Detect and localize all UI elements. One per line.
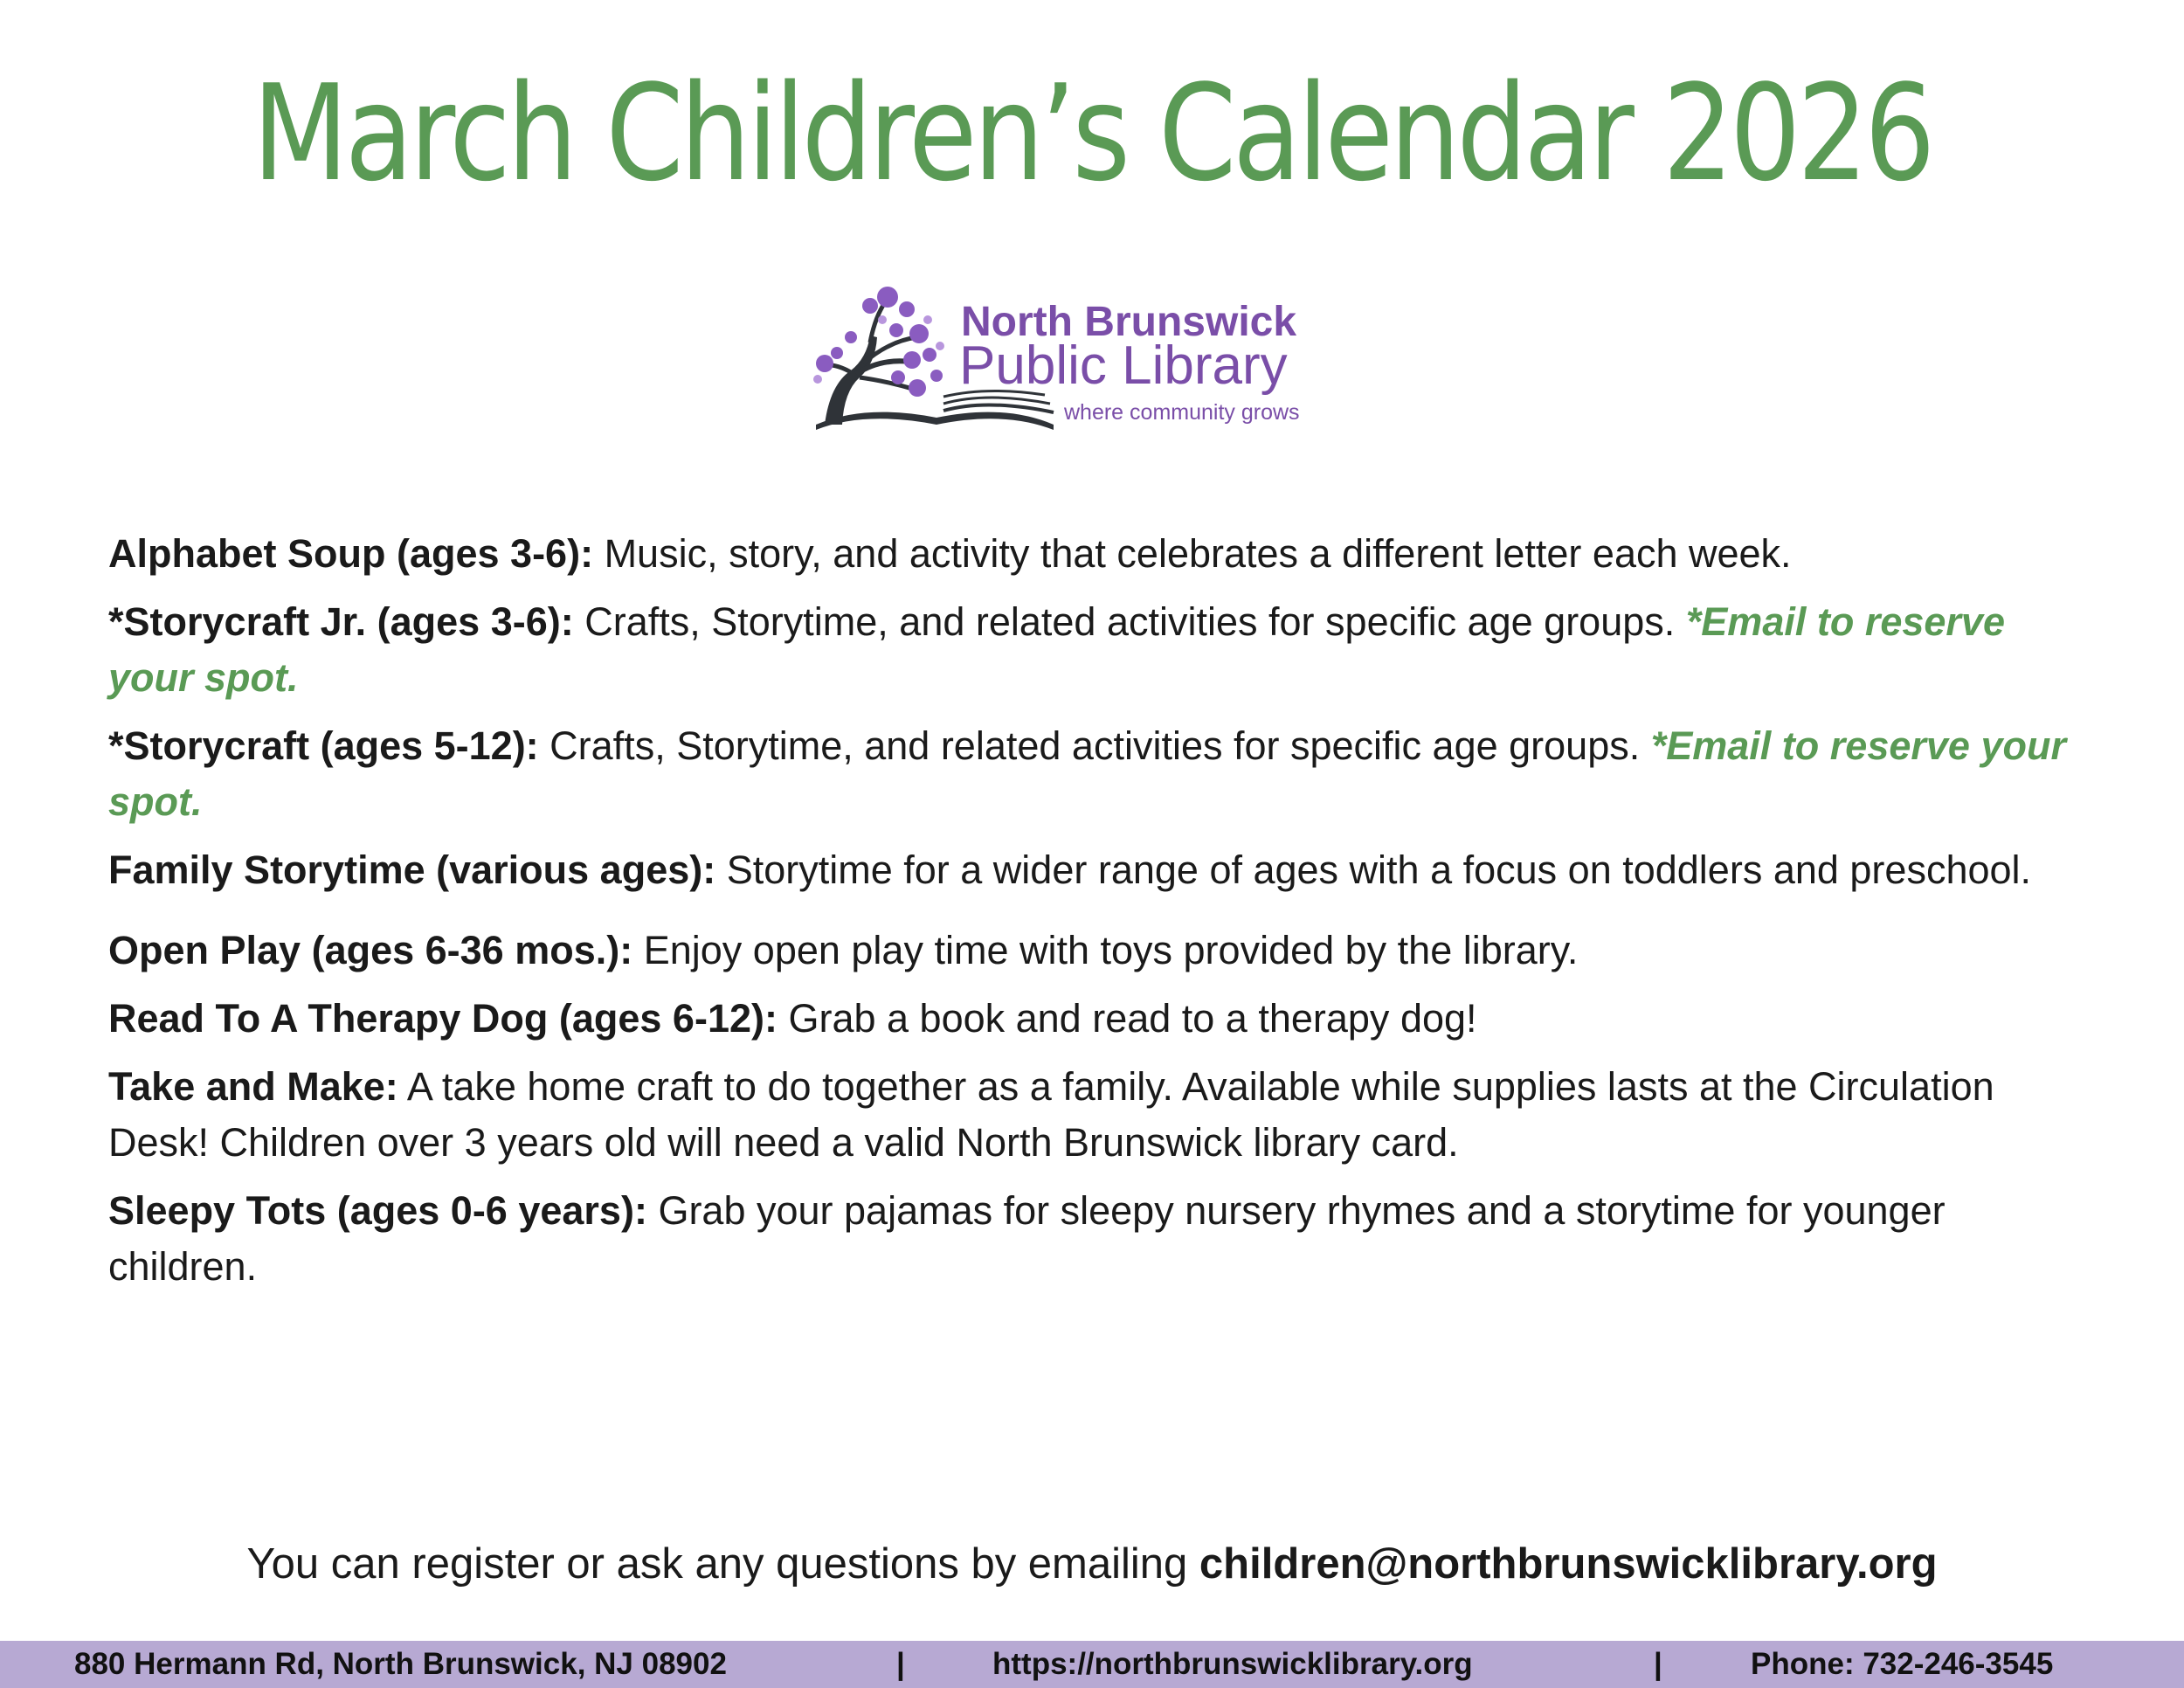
reservation-note: *Email to reserve your spot. [108,723,2066,824]
footer-phone: Phone: 732-246-3545 [1751,1647,2054,1681]
program-name: *Storycraft (ages 5-12): [108,723,539,768]
register-text: You can register or ask any questions by emailing [246,1540,1199,1588]
program-description: Grab your pajamas for sleepy nursery rhymes and a storytime for younger children. [108,1188,1946,1289]
logo-tagline: where community grows [1064,400,1300,425]
page-title: March Children’s Calendar 2026 [252,56,1932,211]
logo-name-line2: Public Library [959,336,1288,396]
reservation-note: *Email to reserve your spot. [108,599,2005,700]
program-description: A take home craft to do together as a family. Available while supplies lasts at the Circulation Desk! Children over 3 years old will need a valid North Brunswick library card. [108,1064,1994,1165]
program-name: Family Storytime (various ages): [108,847,716,892]
program-item [108,718,2083,830]
program-name: Alphabet Soup (ages 3-6): [108,531,594,576]
program-description: Enjoy open play time with toys provided by the library. [632,928,1579,972]
program-description: Crafts, Storytime, and related activities for specific age groups. [573,599,1686,644]
program-item [108,923,2083,979]
program-name: Sleepy Tots (ages 0-6 years): [108,1188,647,1233]
program-name: Take and Make: [108,1064,398,1109]
program-description: Storytime for a wider range of ages with a focus on toddlers and preschool. [715,847,2032,892]
program-item [108,842,2083,898]
footer-divider: | [896,1647,905,1681]
program-item [108,991,2083,1047]
library-logo [812,280,1372,437]
logo-name-line1: North Brunswick [961,299,1297,345]
program-name: Read To A Therapy Dog (ages 6-12): [108,996,778,1041]
program-list [108,526,2083,1307]
contact-email-link[interactable]: children@northbrunswicklibrary.org [1199,1540,1938,1588]
program-item [108,594,2083,706]
program-item [108,526,2083,582]
program-item [108,1183,2083,1295]
footer-bar [0,1641,2184,1688]
footer-address: 880 Hermann Rd, North Brunswick, NJ 08902 [74,1647,727,1681]
program-description: Grab a book and read to a therapy dog! [777,996,1477,1041]
program-description: Music, story, and activity that celebrates a different letter each week. [593,531,1792,576]
footer-website-link[interactable]: https://northbrunswicklibrary.org [992,1647,1473,1681]
register-note [0,1536,2184,1592]
program-item [108,1059,2083,1171]
program-name: *Storycraft Jr. (ages 3-6): [108,599,574,644]
footer-divider: | [1654,1647,1662,1681]
program-description: Crafts, Storytime, and related activities for specific age groups. [538,723,1651,768]
program-name: Open Play (ages 6-36 mos.): [108,928,633,972]
